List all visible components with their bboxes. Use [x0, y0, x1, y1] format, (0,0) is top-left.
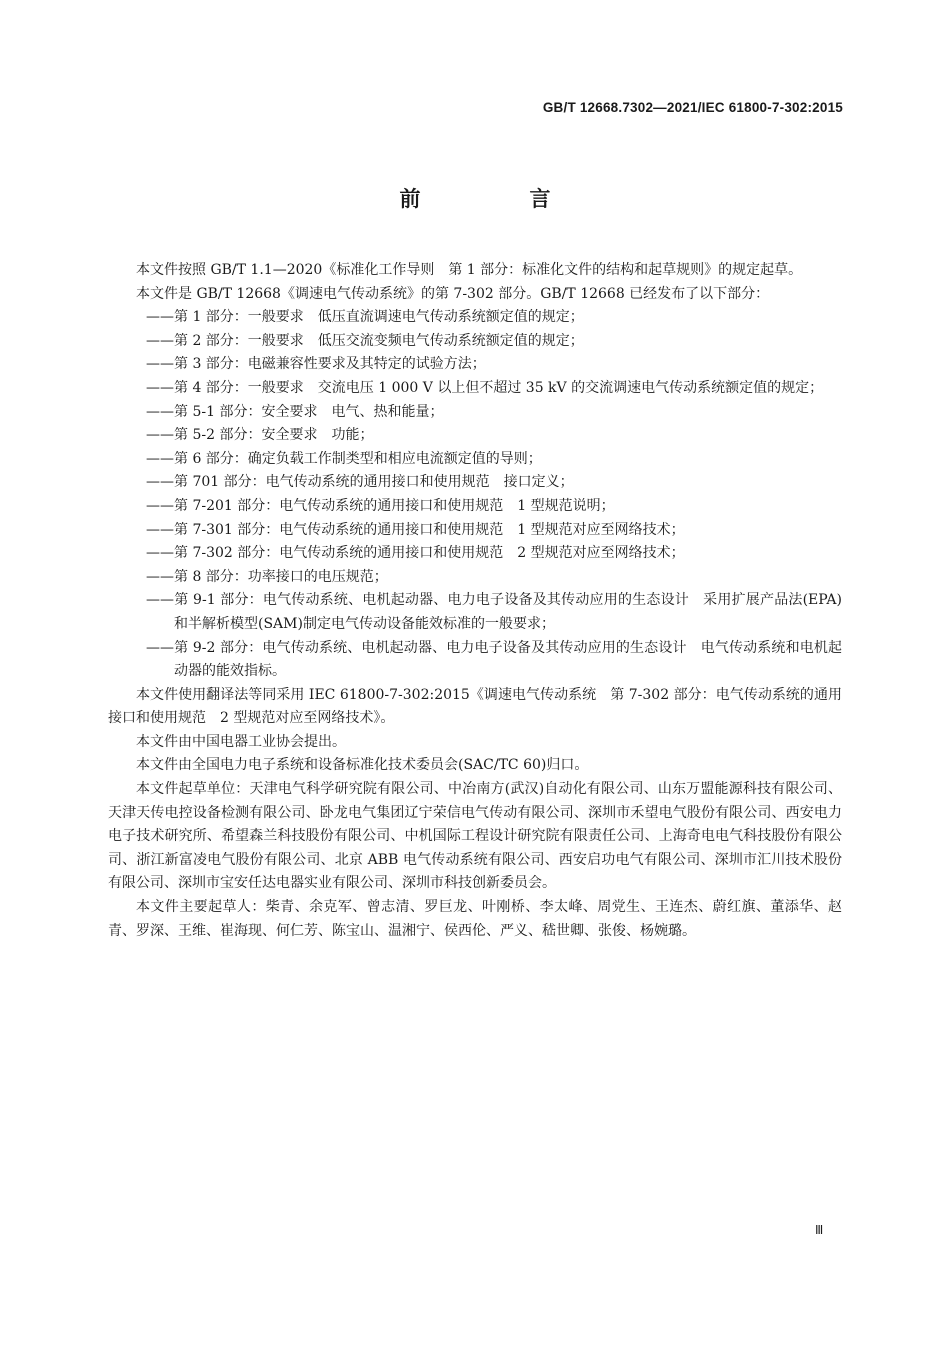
list-item: ——第 7-201 部分：电气传动系统的通用接口和使用规范 1 型规范说明；	[146, 497, 615, 514]
main-drafters-paragraph: 本文件主要起草人：柴青、余克军、曾志清、罗巨龙、叶刚桥、李太峰、周党生、王连杰、蔚红旗、董添华、赵青、罗深、王维、崔海现、何仁芳、陈宝山、温湘宁、侯西伦、严义、嵇世卿、张俊、杨婉璐。	[108, 899, 842, 939]
list-item: ——第 9-2 部分：电气传动系统、电机起动器、电力电子设备及其传动应用的生态设计 电气传动系统和电机起动器的能效指标。	[146, 639, 842, 680]
list-item: ——第 9-1 部分：电气传动系统、电机起动器、电力电子设备及其传动应用的生态设计 采用扩展产品法(EPA)和半解析模型(SAM)制定电气传动设备能效标准的一般要求；	[146, 592, 842, 632]
list-item: ——第 701 部分：电气传动系统的通用接口和使用规范 接口定义；	[146, 474, 574, 491]
standard-number-header: GB/T 12668.7302—2021/IEC 61800-7-302:2015	[542, 100, 843, 115]
list-item: ——第 4 部分：一般要求 交流电压 1 000 V 以上但不超过 35 kV 的交流调速电气传动系统额定值的规定；	[146, 379, 824, 396]
list-item: ——第 3 部分：电磁兼容性要求及其特定的试验方法；	[146, 356, 486, 373]
list-item: ——第 2 部分：一般要求 低压交流变频电气传动系统额定值的规定；	[146, 332, 584, 349]
list-item: ——第 7-301 部分：电气传动系统的通用接口和使用规范 1 型规范对应至网络技术；	[146, 521, 685, 538]
drafting-organizations-paragraph: 本文件起草单位：天津电气科学研究院有限公司、中冶南方(武汉)自动化有限公司、山东万盟能源科技有限公司、天津天传电控设备检测有限公司、卧龙电气集团辽宁荣信电气传动有限公司、深圳市禾望电气股份有限公司、西安电力电子技术研究所、希望森兰科技股份有限公司、中机国际工程设计研究院有限责任公司、上海奇电电气科技股份有限公司、浙江新富凌电气股份有限公司、北京 ABB 电气传动系统有限公司、西安启功电气有限公司、深圳市汇川技术股份有限公司、深圳市宝安任达电器实业有限公司、深圳市科技创新委员会。	[108, 781, 842, 892]
adoption-paragraph: 本文件使用翻译法等同采用 IEC 61800-7-302:2015《调速电气传动系统 第 7-302 部分：电气传动系统的通用接口和使用规范 2 型规范对应至网络技术》。	[108, 686, 842, 727]
list-item: ——第 8 部分：功率接口的电压规范；	[146, 568, 388, 585]
proposer-paragraph: 本文件由中国电器工业协会提出。	[136, 733, 346, 750]
published-parts-list	[108, 306, 842, 684]
page-number: Ⅲ	[815, 1223, 824, 1237]
committee-paragraph: 本文件由全国电力电子系统和设备标准化技术委员会(SAC/TC 60)归口。	[136, 757, 589, 774]
list-item: ——第 1 部分：一般要求 低压直流调速电气传动系统额定值的规定；	[146, 309, 584, 326]
page-title: 前 言	[399, 187, 595, 211]
document-body	[108, 259, 842, 943]
list-item: ——第 5-2 部分：安全要求 功能；	[146, 427, 374, 444]
intro-paragraph-drafting-rules: 本文件按照 GB/T 1.1—2020《标准化工作导则 第 1 部分：标准化文件的结构和起草规则》的规定起草。	[136, 262, 803, 278]
intro-paragraph-series: 本文件是 GB/T 12668《调速电气传动系统》的第 7-302 部分。GB/T 12668 已经发布了以下部分：	[136, 285, 770, 302]
list-item: ——第 6 部分：确定负载工作制类型和相应电流额定值的导则；	[146, 450, 542, 467]
list-item: ——第 5-1 部分：安全要求 电气、热和能量；	[146, 403, 444, 420]
list-item: ——第 7-302 部分：电气传动系统的通用接口和使用规范 2 型规范对应至网络技术；	[146, 545, 685, 562]
